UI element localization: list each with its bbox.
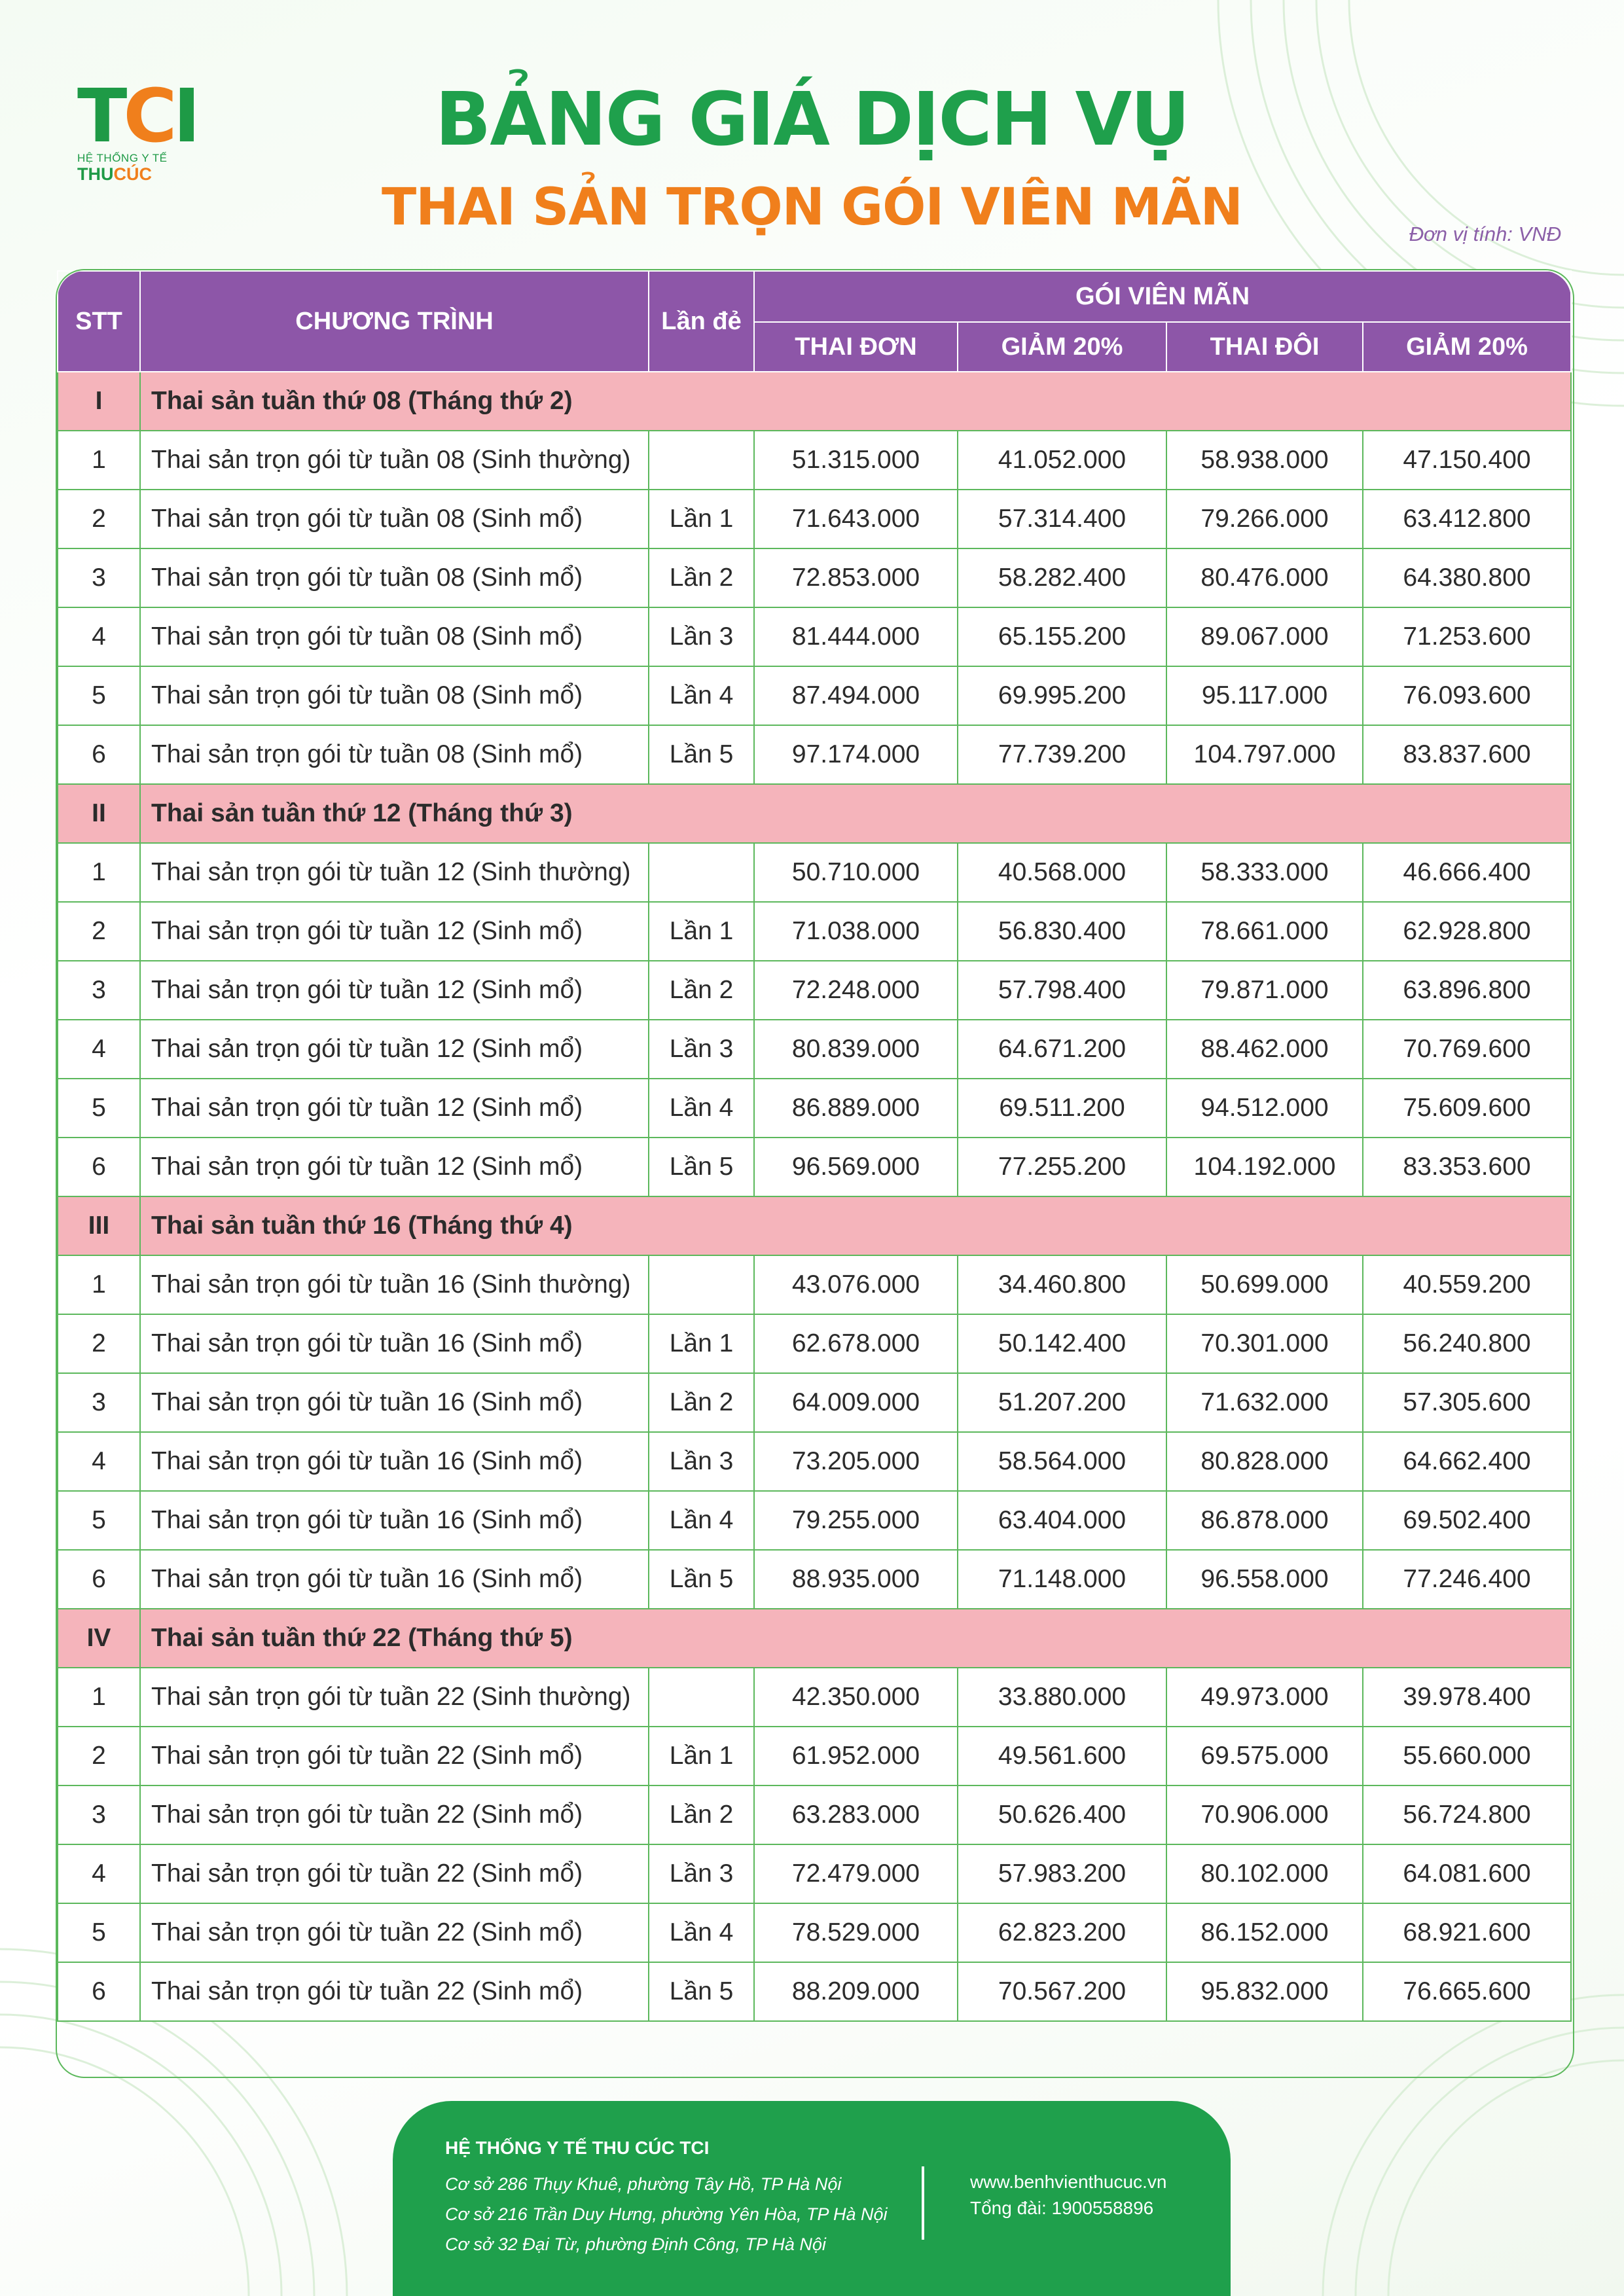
price-twin: 49.973.000: [1166, 1668, 1363, 1727]
row-number: 3: [58, 1785, 140, 1844]
birth-count: Lần 2: [649, 548, 754, 607]
section-title: Thai sản tuần thứ 22 (Tháng thứ 5): [140, 1609, 1571, 1668]
price-single-discount: 58.282.400: [958, 548, 1166, 607]
table-row: [58, 1432, 1571, 1491]
price-single: 61.952.000: [754, 1727, 958, 1785]
birth-count: Lần 4: [649, 666, 754, 725]
program-name: Thai sản trọn gói từ tuần 22 (Sinh thường): [140, 1668, 649, 1727]
price-twin: 79.266.000: [1166, 490, 1363, 548]
price-table-body: [58, 372, 1571, 2021]
price-single-discount: 57.983.200: [958, 1844, 1166, 1903]
table-row: [58, 1785, 1571, 1844]
price-single-discount: 49.561.600: [958, 1727, 1166, 1785]
program-name: Thai sản trọn gói từ tuần 22 (Sinh mổ): [140, 1903, 649, 1962]
price-twin: 50.699.000: [1166, 1255, 1363, 1314]
table-row: [58, 431, 1571, 490]
header-program: CHƯƠNG TRÌNH: [140, 271, 649, 372]
table-row: [58, 1550, 1571, 1609]
program-name: Thai sản trọn gói từ tuần 12 (Sinh mổ): [140, 902, 649, 961]
section-row: [58, 784, 1571, 843]
section-number: III: [58, 1196, 140, 1255]
price-single: 79.255.000: [754, 1491, 958, 1550]
price-twin-discount: 64.380.800: [1363, 548, 1571, 607]
program-name: Thai sản trọn gói từ tuần 16 (Sinh mổ): [140, 1491, 649, 1550]
program-name: Thai sản trọn gói từ tuần 16 (Sinh mổ): [140, 1314, 649, 1373]
price-twin: 70.906.000: [1166, 1785, 1363, 1844]
price-single-discount: 62.823.200: [958, 1903, 1166, 1962]
price-single: 88.209.000: [754, 1962, 958, 2021]
price-single-discount: 51.207.200: [958, 1373, 1166, 1432]
price-single-discount: 58.564.000: [958, 1432, 1166, 1491]
row-number: 1: [58, 1668, 140, 1727]
program-name: Thai sản trọn gói từ tuần 08 (Sinh mổ): [140, 490, 649, 548]
section-row: [58, 1609, 1571, 1668]
price-single-discount: 69.511.200: [958, 1079, 1166, 1138]
price-twin-discount: 70.769.600: [1363, 1020, 1571, 1079]
row-number: 2: [58, 490, 140, 548]
table-row: [58, 490, 1571, 548]
logo-name-a: THU: [77, 164, 114, 184]
birth-count: Lần 4: [649, 1491, 754, 1550]
table-row: [58, 1373, 1571, 1432]
table-row: [58, 1668, 1571, 1727]
price-twin: 94.512.000: [1166, 1079, 1363, 1138]
program-name: Thai sản trọn gói từ tuần 22 (Sinh mổ): [140, 1785, 649, 1844]
footer-website: www.benhvienthucuc.vn: [970, 2172, 1167, 2192]
header-twin-discount: GIẢM 20%: [1363, 322, 1571, 372]
price-single: 88.935.000: [754, 1550, 958, 1609]
row-number: 1: [58, 1255, 140, 1314]
table-row: [58, 607, 1571, 666]
table-row: [58, 1138, 1571, 1196]
price-twin: 58.333.000: [1166, 843, 1363, 902]
logo-letter-i: I: [173, 74, 197, 159]
section-number: IV: [58, 1609, 140, 1668]
price-twin-discount: 39.978.400: [1363, 1668, 1571, 1727]
footer: [393, 2101, 1231, 2296]
row-number: 4: [58, 1020, 140, 1079]
price-twin: 104.192.000: [1166, 1138, 1363, 1196]
row-number: 4: [58, 1432, 140, 1491]
birth-count: Lần 3: [649, 1432, 754, 1491]
price-twin-discount: 76.665.600: [1363, 1962, 1571, 2021]
price-twin-discount: 64.662.400: [1363, 1432, 1571, 1491]
birth-count: Lần 3: [649, 1020, 754, 1079]
table-row: [58, 1491, 1571, 1550]
price-single-discount: 50.142.400: [958, 1314, 1166, 1373]
price-single: 43.076.000: [754, 1255, 958, 1314]
table-row: [58, 843, 1571, 902]
birth-count: Lần 5: [649, 1138, 754, 1196]
price-single-discount: 33.880.000: [958, 1668, 1166, 1727]
footer-address: Cơ sở 286 Thụy Khuê, phường Tây Hồ, TP Hà Nội: [445, 2174, 842, 2194]
row-number: 6: [58, 1550, 140, 1609]
program-name: Thai sản trọn gói từ tuần 12 (Sinh mổ): [140, 1079, 649, 1138]
price-twin: 58.938.000: [1166, 431, 1363, 490]
page-title: BẢNG GIÁ DỊCH VỤ: [435, 77, 1189, 162]
price-twin: 89.067.000: [1166, 607, 1363, 666]
logo-name-b: CÚC: [113, 164, 152, 184]
logo-letter-c: C: [123, 74, 173, 159]
price-single-discount: 77.255.200: [958, 1138, 1166, 1196]
table-row: [58, 666, 1571, 725]
price-twin-discount: 56.240.800: [1363, 1314, 1571, 1373]
program-name: Thai sản trọn gói từ tuần 08 (Sinh thường): [140, 431, 649, 490]
logo-tagline: HỆ THỐNG Y TẾ: [77, 152, 168, 164]
currency-unit-note: Đơn vị tính: VNĐ: [1409, 223, 1561, 245]
row-number: 3: [58, 548, 140, 607]
birth-count: Lần 3: [649, 1844, 754, 1903]
price-single-discount: 56.830.400: [958, 902, 1166, 961]
price-twin: 80.828.000: [1166, 1432, 1363, 1491]
birth-count: Lần 4: [649, 1079, 754, 1138]
header-stt: STT: [58, 271, 140, 372]
row-number: 2: [58, 1314, 140, 1373]
price-single: 72.853.000: [754, 548, 958, 607]
row-number: 6: [58, 1138, 140, 1196]
section-title: Thai sản tuần thứ 16 (Tháng thứ 4): [140, 1196, 1571, 1255]
birth-count: Lần 5: [649, 1962, 754, 2021]
price-twin-discount: 46.666.400: [1363, 843, 1571, 902]
page-subtitle: THAI SẢN TRỌN GÓI VIÊN MÃN: [382, 178, 1242, 237]
footer-address: Cơ sở 32 Đại Từ, phường Định Công, TP Hà Nội: [445, 2234, 826, 2254]
price-twin: 70.301.000: [1166, 1314, 1363, 1373]
birth-count: Lần 5: [649, 725, 754, 784]
row-number: 5: [58, 1903, 140, 1962]
price-twin-discount: 83.837.600: [1363, 725, 1571, 784]
footer-addresses: [445, 2169, 888, 2259]
row-number: 5: [58, 1079, 140, 1138]
table-row: [58, 1020, 1571, 1079]
price-single: 71.643.000: [754, 490, 958, 548]
price-twin: 78.661.000: [1166, 902, 1363, 961]
price-single-discount: 63.404.000: [958, 1491, 1166, 1550]
price-single: 87.494.000: [754, 666, 958, 725]
price-twin: 95.832.000: [1166, 1962, 1363, 2021]
birth-count: Lần 4: [649, 1903, 754, 1962]
price-single-discount: 77.739.200: [958, 725, 1166, 784]
price-single: 42.350.000: [754, 1668, 958, 1727]
program-name: Thai sản trọn gói từ tuần 16 (Sinh thường): [140, 1255, 649, 1314]
price-single: 64.009.000: [754, 1373, 958, 1432]
birth-count: Lần 2: [649, 961, 754, 1020]
price-twin: 104.797.000: [1166, 725, 1363, 784]
price-twin-discount: 62.928.800: [1363, 902, 1571, 961]
price-single: 62.678.000: [754, 1314, 958, 1373]
section-row: [58, 1196, 1571, 1255]
program-name: Thai sản trọn gói từ tuần 12 (Sinh thường): [140, 843, 649, 902]
price-single-discount: 41.052.000: [958, 431, 1166, 490]
price-twin: 69.575.000: [1166, 1727, 1363, 1785]
program-name: Thai sản trọn gói từ tuần 12 (Sinh mổ): [140, 961, 649, 1020]
price-table: [57, 270, 1572, 2022]
price-single: 97.174.000: [754, 725, 958, 784]
program-name: Thai sản trọn gói từ tuần 16 (Sinh mổ): [140, 1550, 649, 1609]
price-twin: 79.871.000: [1166, 961, 1363, 1020]
row-number: 5: [58, 666, 140, 725]
price-twin-discount: 56.724.800: [1363, 1785, 1571, 1844]
row-number: 6: [58, 1962, 140, 2021]
birth-count: Lần 3: [649, 607, 754, 666]
header-package: GÓI VIÊN MÃN: [754, 271, 1571, 322]
price-twin: 80.476.000: [1166, 548, 1363, 607]
price-single-discount: 57.314.400: [958, 490, 1166, 548]
birth-count: Lần 1: [649, 490, 754, 548]
table-row: [58, 1962, 1571, 2021]
price-single-discount: 70.567.200: [958, 1962, 1166, 2021]
table-row: [58, 1844, 1571, 1903]
birth-count: Lần 2: [649, 1373, 754, 1432]
birth-count: [649, 1668, 754, 1727]
price-single: 81.444.000: [754, 607, 958, 666]
price-single-discount: 50.626.400: [958, 1785, 1166, 1844]
price-twin-discount: 40.559.200: [1363, 1255, 1571, 1314]
row-number: 6: [58, 725, 140, 784]
table-row: [58, 1903, 1571, 1962]
price-twin-discount: 77.246.400: [1363, 1550, 1571, 1609]
header-single-discount: GIẢM 20%: [958, 322, 1166, 372]
logo-letter-t: T: [77, 74, 124, 159]
birth-count: Lần 2: [649, 1785, 754, 1844]
price-twin: 86.152.000: [1166, 1903, 1363, 1962]
birth-count: Lần 5: [649, 1550, 754, 1609]
table-row: [58, 1727, 1571, 1785]
price-twin-discount: 64.081.600: [1363, 1844, 1571, 1903]
footer-contact: [970, 2169, 1166, 2221]
row-number: 3: [58, 1373, 140, 1432]
price-twin-discount: 68.921.600: [1363, 1903, 1571, 1962]
section-title: Thai sản tuần thứ 08 (Tháng thứ 2): [140, 372, 1571, 431]
footer-divider: [922, 2166, 924, 2240]
row-number: 5: [58, 1491, 140, 1550]
header-single: THAI ĐƠN: [754, 322, 958, 372]
row-number: 3: [58, 961, 140, 1020]
program-name: Thai sản trọn gói từ tuần 22 (Sinh mổ): [140, 1844, 649, 1903]
program-name: Thai sản trọn gói từ tuần 08 (Sinh mổ): [140, 725, 649, 784]
footer-hotline: Tổng đài: 1900558896: [970, 2198, 1154, 2218]
price-single-discount: 34.460.800: [958, 1255, 1166, 1314]
price-single-discount: 69.995.200: [958, 666, 1166, 725]
price-twin-discount: 63.896.800: [1363, 961, 1571, 1020]
price-twin: 95.117.000: [1166, 666, 1363, 725]
price-single: 51.315.000: [754, 431, 958, 490]
section-number: I: [58, 372, 140, 431]
section-row: [58, 372, 1571, 431]
price-twin-discount: 63.412.800: [1363, 490, 1571, 548]
table-row: [58, 725, 1571, 784]
price-twin-discount: 75.609.600: [1363, 1079, 1571, 1138]
price-twin: 96.558.000: [1166, 1550, 1363, 1609]
price-single-discount: 71.148.000: [958, 1550, 1166, 1609]
price-twin-discount: 71.253.600: [1363, 607, 1571, 666]
row-number: 1: [58, 431, 140, 490]
birth-count: Lần 1: [649, 902, 754, 961]
price-single: 72.248.000: [754, 961, 958, 1020]
price-single: 78.529.000: [754, 1903, 958, 1962]
table-row: [58, 1314, 1571, 1373]
program-name: Thai sản trọn gói từ tuần 22 (Sinh mổ): [140, 1962, 649, 2021]
price-single: 86.889.000: [754, 1079, 958, 1138]
table-row: [58, 961, 1571, 1020]
price-single: 63.283.000: [754, 1785, 958, 1844]
birth-count: [649, 1255, 754, 1314]
row-number: 4: [58, 607, 140, 666]
header-twin: THAI ĐÔI: [1166, 322, 1363, 372]
price-single: 80.839.000: [754, 1020, 958, 1079]
birth-count: Lần 1: [649, 1314, 754, 1373]
price-twin: 88.462.000: [1166, 1020, 1363, 1079]
price-single: 71.038.000: [754, 902, 958, 961]
table-row: [58, 548, 1571, 607]
program-name: Thai sản trọn gói từ tuần 08 (Sinh mổ): [140, 548, 649, 607]
birth-count: [649, 843, 754, 902]
section-title: Thai sản tuần thứ 12 (Tháng thứ 3): [140, 784, 1571, 843]
birth-count: [649, 431, 754, 490]
row-number: 4: [58, 1844, 140, 1903]
price-single: 73.205.000: [754, 1432, 958, 1491]
program-name: Thai sản trọn gói từ tuần 16 (Sinh mổ): [140, 1373, 649, 1432]
row-number: 1: [58, 843, 140, 902]
price-twin-discount: 76.093.600: [1363, 666, 1571, 725]
price-single-discount: 40.568.000: [958, 843, 1166, 902]
program-name: Thai sản trọn gói từ tuần 16 (Sinh mổ): [140, 1432, 649, 1491]
price-twin-discount: 69.502.400: [1363, 1491, 1571, 1550]
table-row: [58, 902, 1571, 961]
program-name: Thai sản trọn gói từ tuần 12 (Sinh mổ): [140, 1138, 649, 1196]
price-single-discount: 57.798.400: [958, 961, 1166, 1020]
footer-address: Cơ sở 216 Trần Duy Hưng, phường Yên Hòa, TP Hà Nội: [445, 2204, 888, 2224]
section-number: II: [58, 784, 140, 843]
price-twin: 80.102.000: [1166, 1844, 1363, 1903]
footer-title: HỆ THỐNG Y TẾ THU CÚC TCI: [445, 2138, 710, 2158]
price-twin: 71.632.000: [1166, 1373, 1363, 1432]
program-name: Thai sản trọn gói từ tuần 08 (Sinh mổ): [140, 666, 649, 725]
price-twin-discount: 55.660.000: [1363, 1727, 1571, 1785]
row-number: 2: [58, 902, 140, 961]
price-single-discount: 64.671.200: [958, 1020, 1166, 1079]
program-name: Thai sản trọn gói từ tuần 22 (Sinh mổ): [140, 1727, 649, 1785]
program-name: Thai sản trọn gói từ tuần 08 (Sinh mổ): [140, 607, 649, 666]
table-row: [58, 1079, 1571, 1138]
program-name: Thai sản trọn gói từ tuần 12 (Sinh mổ): [140, 1020, 649, 1079]
price-single-discount: 65.155.200: [958, 607, 1166, 666]
header-birth-count: Lần đẻ: [649, 271, 754, 372]
row-number: 2: [58, 1727, 140, 1785]
price-single: 96.569.000: [754, 1138, 958, 1196]
price-twin-discount: 47.150.400: [1363, 431, 1571, 490]
price-twin: 86.878.000: [1166, 1491, 1363, 1550]
price-twin-discount: 57.305.600: [1363, 1373, 1571, 1432]
birth-count: Lần 1: [649, 1727, 754, 1785]
price-twin-discount: 83.353.600: [1363, 1138, 1571, 1196]
price-single: 50.710.000: [754, 843, 958, 902]
price-single: 72.479.000: [754, 1844, 958, 1903]
table-row: [58, 1255, 1571, 1314]
